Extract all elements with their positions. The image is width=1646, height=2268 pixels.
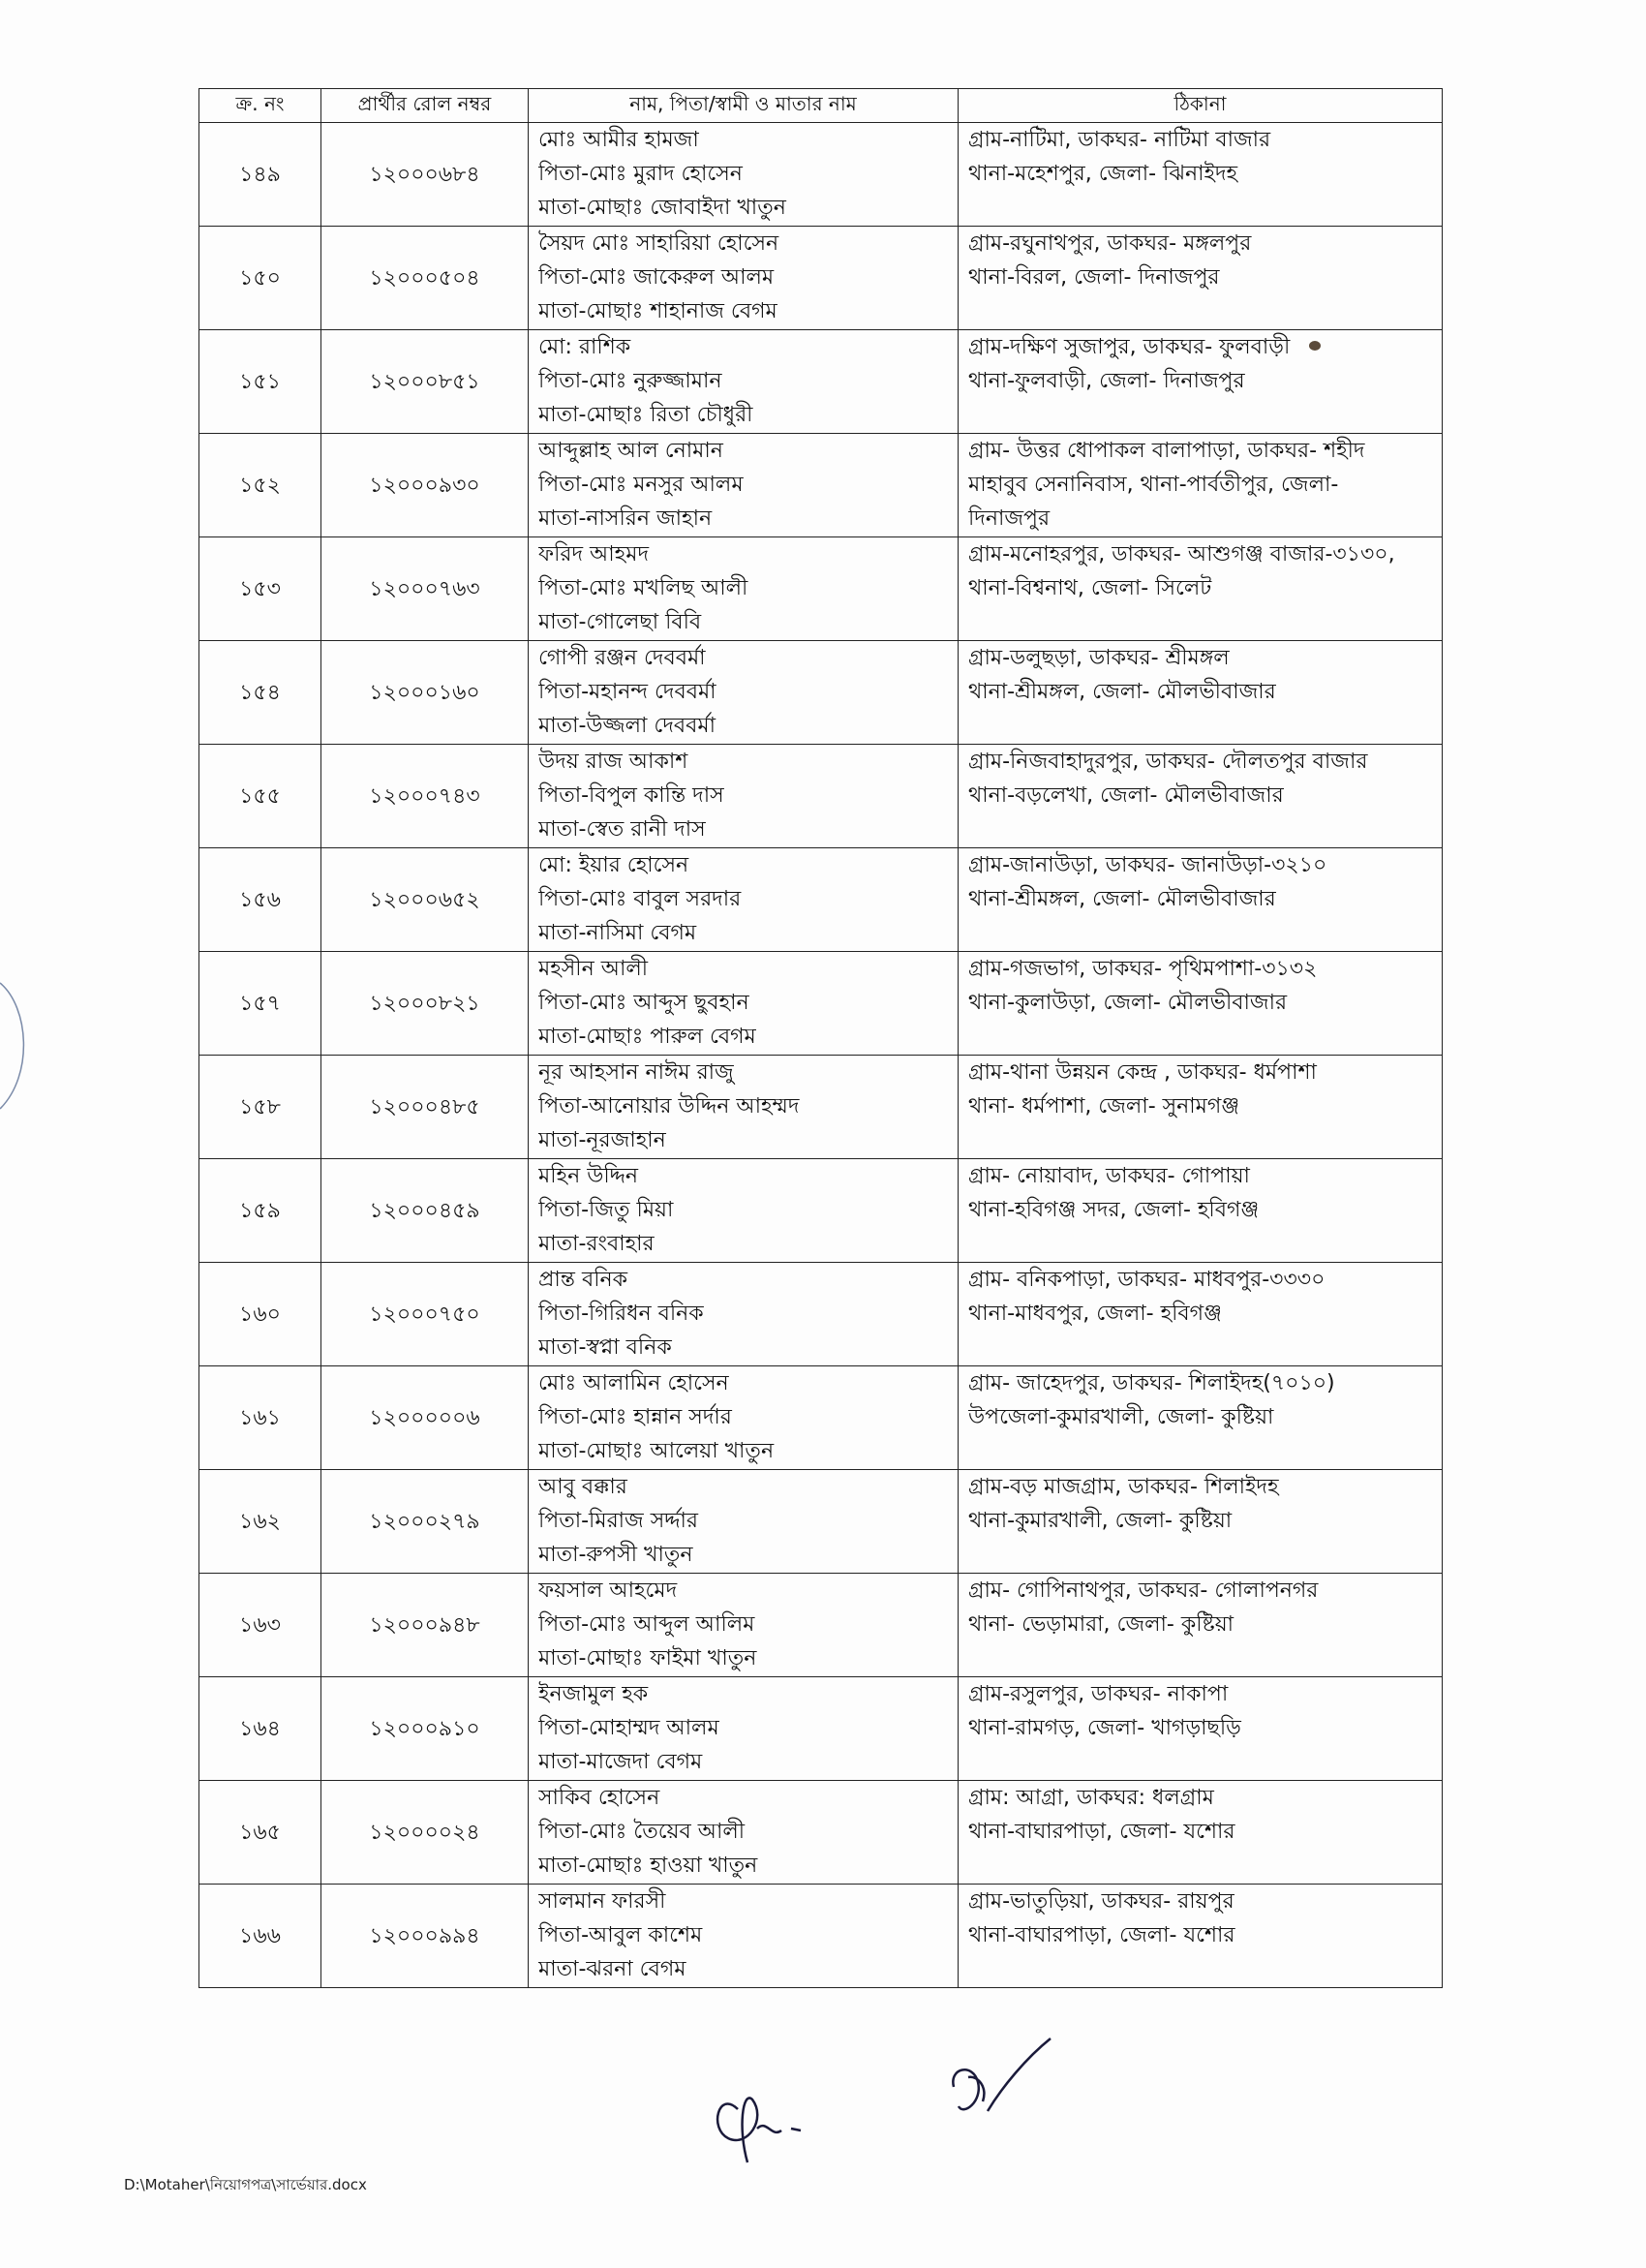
table-row: [199, 641, 1443, 745]
table-row: [199, 848, 1443, 952]
serial-cell: ১৬৫: [199, 1781, 321, 1885]
roll-number-cell: ১২০০০৯৩০: [321, 434, 529, 537]
address-line: উপজেলা-কুমারখালী, জেলা- কুষ্টিয়া: [968, 1405, 1274, 1429]
name-line: মাতা-নূরজাহান: [538, 1128, 666, 1152]
address-line: গ্রাম- গোপিনাথপুর, ডাকঘর- গোলাপনগর: [968, 1578, 1319, 1603]
name-line: মাতা-রুপসী খাতুন: [538, 1543, 693, 1567]
name-line: ইনজামুল হক: [538, 1682, 649, 1706]
names-cell: [529, 227, 959, 330]
address-line: গ্রাম- বনিকপাড়া, ডাকঘর- মাধবপুর-৩৩৩০: [968, 1268, 1326, 1292]
address-line: গ্রাম- উত্তর ধোপাকল বালাপাড়া, ডাকঘর- শহীদ: [968, 439, 1365, 463]
address-cell: [959, 952, 1443, 1056]
address-cell: [959, 1677, 1443, 1781]
address-line: গ্রাম-ডলুছড়া, ডাকঘর- শ্রীমঙ্গল: [968, 646, 1230, 670]
table-row: [199, 123, 1443, 227]
roll-number-cell: ১২০০০৭৫০: [321, 1263, 529, 1366]
names-cell: [529, 1781, 959, 1885]
header-names: নাম, পিতা/স্বামী ও মাতার নাম: [529, 89, 959, 123]
name-line: পিতা-মোঃ জাকেরুল আলম: [538, 265, 775, 290]
names-cell: [529, 1574, 959, 1677]
candidate-table: [198, 88, 1443, 1988]
address-cell: [959, 1263, 1443, 1366]
table-row: [199, 1470, 1443, 1574]
name-line: পিতা-মহানন্দ দেববর্মা: [538, 680, 716, 704]
names-cell: [529, 1159, 959, 1263]
address-line: গ্রাম-রসুলপুর, ডাকঘর- নাকাপা: [968, 1682, 1229, 1706]
name-line: নূর আহসান নাঈম রাজু: [538, 1060, 734, 1085]
name-line: পিতা-আবুল কাশেম: [538, 1923, 703, 1947]
name-line: মো: রাশিক: [538, 335, 631, 359]
name-line: মাতা-নাসিমা বেগম: [538, 921, 697, 945]
name-line: পিতা-মোঃ বাবুল সরদার: [538, 887, 742, 911]
name-line: মাতা-রংবাহার: [538, 1232, 655, 1256]
name-line: পিতা-মোঃ আব্দুস ছুবহান: [538, 991, 749, 1015]
roll-number-cell: ১২০০০৪৫৯: [321, 1159, 529, 1263]
table-header-row: [199, 89, 1443, 123]
scan-edge-arc: [0, 978, 39, 1114]
name-line: পিতা-মোঃ মনসুর আলম: [538, 473, 744, 497]
address-line: গ্রাম- নোয়াবাদ, ডাকঘর- গোপায়া: [968, 1164, 1250, 1188]
roll-number-cell: ১২০০০১৬০: [321, 641, 529, 745]
address-line: থানা-মাধবপুর, জেলা- হবিগঞ্জ: [968, 1302, 1222, 1326]
address-line: মাহাবুব সেনানিবাস, থানা-পার্বতীপুর, জেলা-: [968, 473, 1339, 497]
address-line: থানা-মহেশপুর, জেলা- ঝিনাইদহ: [968, 162, 1238, 186]
address-cell: [959, 330, 1443, 434]
serial-cell: ১৫৩: [199, 537, 321, 641]
name-line: মাতা-স্বপ্না বনিক: [538, 1335, 672, 1360]
roll-number-cell: ১২০০০৮২১: [321, 952, 529, 1056]
address-cell: [959, 1366, 1443, 1470]
name-line: মাতা-মোছাঃ পারুল বেগম: [538, 1025, 756, 1049]
address-line: গ্রাম-রঘুনাথপুর, ডাকঘর- মঙ্গলপুর: [968, 231, 1252, 256]
name-line: মাতা-উজ্জলা দেববর্মা: [538, 714, 716, 738]
address-line: গ্রাম-দক্ষিণ সুজাপুর, ডাকঘর- ফুলবাড়ী: [968, 335, 1291, 359]
names-cell: [529, 434, 959, 537]
roll-number-cell: ১২০০০৬৮৪: [321, 123, 529, 227]
name-line: মাতা-মোছাঃ শাহানাজ বেগম: [538, 299, 777, 323]
name-line: পিতা-আনোয়ার উদ্দিন আহম্মদ: [538, 1094, 800, 1119]
serial-cell: ১৫১: [199, 330, 321, 434]
name-line: মাতা-মোছাঃ ফাইমা খাতুন: [538, 1646, 757, 1670]
table-row: [199, 227, 1443, 330]
serial-cell: ১৫০: [199, 227, 321, 330]
roll-number-cell: ১২০০০৭৬৩: [321, 537, 529, 641]
roll-number-cell: ১২০০০০০৬: [321, 1366, 529, 1470]
serial-cell: ১৫৮: [199, 1056, 321, 1159]
name-line: মাতা-মাজেদা বেগম: [538, 1750, 703, 1774]
name-line: গোপী রঞ্জন দেববর্মা: [538, 646, 706, 670]
serial-cell: ১৬১: [199, 1366, 321, 1470]
address-line: থানা-শ্রীমঙ্গল, জেলা- মৌলভীবাজার: [968, 680, 1276, 704]
name-line: ফরিদ আহমদ: [538, 542, 650, 567]
address-line: থানা-হবিগঞ্জ সদর, জেলা- হবিগঞ্জ: [968, 1198, 1260, 1222]
header-serial: ক্র. নং: [199, 89, 321, 123]
address-cell: [959, 434, 1443, 537]
address-cell: [959, 1574, 1443, 1677]
serial-cell: ১৫৫: [199, 745, 321, 848]
address-cell: [959, 227, 1443, 330]
address-line: থানা-কুলাউড়া, জেলা- মৌলভীবাজার: [968, 991, 1288, 1015]
address-line: থানা-কুমারখালী, জেলা- কুষ্টিয়া: [968, 1509, 1233, 1533]
address-line: গ্রাম-বড় মাজগ্রাম, ডাকঘর- শিলাইদহ: [968, 1475, 1279, 1499]
names-cell: [529, 848, 959, 952]
address-line: গ্রাম- জাহেদপুর, ডাকঘর- শিলাইদহ(৭০১০): [968, 1371, 1335, 1395]
address-line: থানা-বাঘারপাড়া, জেলা- যশোর: [968, 1923, 1235, 1947]
table-row: [199, 745, 1443, 848]
name-line: মহসীন আলী: [538, 957, 649, 981]
names-cell: [529, 123, 959, 227]
address-line: থানা- ভেড়ামারা, জেলা- কুষ্টিয়া: [968, 1612, 1234, 1637]
serial-cell: ১৬২: [199, 1470, 321, 1574]
name-line: মাতা-মোছাঃ হাওয়া খাতুন: [538, 1854, 758, 1878]
table-row: [199, 1574, 1443, 1677]
name-line: মাতা-নাসরিন জাহান: [538, 506, 713, 531]
address-cell: [959, 1470, 1443, 1574]
address-line: গ্রাম-নাটিমা, ডাকঘর- নাটিমা বাজার: [968, 128, 1271, 152]
names-cell: [529, 745, 959, 848]
address-line: গ্রাম-মনোহরপুর, ডাকঘর- আশুগঞ্জ বাজার-৩১৩০,: [968, 542, 1395, 567]
name-line: পিতা-জিতু মিয়া: [538, 1198, 674, 1222]
table-row: [199, 1366, 1443, 1470]
names-cell: [529, 1366, 959, 1470]
names-cell: [529, 1056, 959, 1159]
address-cell: [959, 1885, 1443, 1988]
address-line: থানা-শ্রীমঙ্গল, জেলা- মৌলভীবাজার: [968, 887, 1276, 911]
address-line: থানা- ধর্মপাশা, জেলা- সুনামগঞ্জ: [968, 1094, 1240, 1119]
roll-number-cell: ১২০০০০২৪: [321, 1781, 529, 1885]
name-line: পিতা-মোঃ তৈয়েব আলী: [538, 1820, 746, 1844]
table-row: [199, 330, 1443, 434]
serial-cell: ১৬৪: [199, 1677, 321, 1781]
address-line: থানা-বিশ্বনাথ, জেলা- সিলেট: [968, 576, 1212, 600]
name-line: সাকিব হোসেন: [538, 1786, 660, 1810]
name-line: মাতা-মোছাঃ আলেয়া খাতুন: [538, 1439, 775, 1463]
table-row: [199, 1159, 1443, 1263]
address-cell: [959, 848, 1443, 952]
table-row: [199, 1677, 1443, 1781]
name-line: মাতা-স্বেত রানী দাস: [538, 817, 706, 842]
header-address: ঠিকানা: [959, 89, 1443, 123]
name-line: মাতা-মোছাঃ জোবাইদা খাতুন: [538, 196, 786, 220]
address-cell: [959, 537, 1443, 641]
name-line: আবু বক্কার: [538, 1475, 627, 1499]
names-cell: [529, 1470, 959, 1574]
name-line: মাতা-গোলেছা বিবি: [538, 610, 702, 634]
serial-cell: ১৬০: [199, 1263, 321, 1366]
name-line: ফয়সাল আহমেদ: [538, 1578, 678, 1603]
name-line: মাতা-মোছাঃ রিতা চৌধুরী: [538, 403, 753, 427]
address-line: গ্রাম-জানাউড়া, ডাকঘর- জানাউড়া-৩২১০: [968, 853, 1327, 877]
table-row: [199, 537, 1443, 641]
footer-file-path: D:\Motaher\নিয়োগপত্র\সার্ভেয়ার.docx: [124, 2176, 367, 2193]
serial-cell: ১৫৪: [199, 641, 321, 745]
address-cell: [959, 641, 1443, 745]
address-cell: [959, 745, 1443, 848]
name-line: মহিন উদ্দিন: [538, 1164, 639, 1188]
address-line: থানা-বিরল, জেলা- দিনাজপুর: [968, 265, 1220, 290]
address-line: গ্রাম-নিজবাহাদুরপুর, ডাকঘর- দৌলতপুর বাজার: [968, 750, 1368, 774]
serial-cell: ১৬৬: [199, 1885, 321, 1988]
address-cell: [959, 1159, 1443, 1263]
address-line: থানা-বাঘারপাড়া, জেলা- যশোর: [968, 1820, 1235, 1844]
names-cell: [529, 537, 959, 641]
address-line: থানা-রামগড়, জেলা- খাগড়াছড়ি: [968, 1716, 1241, 1740]
serial-cell: ১৫৯: [199, 1159, 321, 1263]
name-line: প্রান্ত বনিক: [538, 1268, 628, 1292]
roll-number-cell: ১২০০০৮৫১: [321, 330, 529, 434]
table-row: [199, 952, 1443, 1056]
signature-left: [699, 2070, 835, 2177]
serial-cell: ১৫৬: [199, 848, 321, 952]
ink-blot: [1309, 341, 1321, 351]
table-row: [199, 1885, 1443, 1988]
names-cell: [529, 952, 959, 1056]
address-cell: [959, 1781, 1443, 1885]
serial-cell: ১৪৯: [199, 123, 321, 227]
names-cell: [529, 1263, 959, 1366]
name-line: পিতা-মোঃ হান্নান সর্দার: [538, 1405, 732, 1429]
address-cell: [959, 123, 1443, 227]
address-line: গ্রাম-ভাতুড়িয়া, ডাকঘর- রায়পুর: [968, 1889, 1234, 1914]
roll-number-cell: ১২০০০৪৮৫: [321, 1056, 529, 1159]
address-line: গ্রাম-গজভাগ, ডাকঘর- পৃথিমপাশা-৩১৩২: [968, 957, 1318, 981]
address-line: গ্রাম: আগ্রা, ডাকঘর: ধলগ্রাম: [968, 1786, 1214, 1810]
roll-number-cell: ১২০০০৯৯৪: [321, 1885, 529, 1988]
name-line: পিতা-মোঃ নুরুজ্জামান: [538, 369, 722, 393]
table-row: [199, 434, 1443, 537]
name-line: মাতা-ঝরনা বেগম: [538, 1957, 686, 1981]
name-line: আব্দুল্লাহ আল নোমান: [538, 439, 723, 463]
name-line: পিতা-গিরিধন বনিক: [538, 1302, 704, 1326]
signature-right: [944, 2029, 1070, 2135]
roll-number-cell: ১২০০০৯১০: [321, 1677, 529, 1781]
name-line: পিতা-মোহাম্মদ আলম: [538, 1716, 719, 1740]
names-cell: [529, 1677, 959, 1781]
address-line: দিনাজপুর: [968, 506, 1051, 531]
name-line: মো: ইয়ার হোসেন: [538, 853, 689, 877]
name-line: পিতা-বিপুল কান্তি দাস: [538, 783, 724, 808]
names-cell: [529, 330, 959, 434]
name-line: সৈয়দ মোঃ সাহারিয়া হোসেন: [538, 231, 779, 256]
serial-cell: ১৫৭: [199, 952, 321, 1056]
name-line: পিতা-মিরাজ সর্দ্দার: [538, 1509, 699, 1533]
table-row: [199, 1781, 1443, 1885]
address-line: থানা-ফুলবাড়ী, জেলা- দিনাজপুর: [968, 369, 1245, 393]
serial-cell: ১৬৩: [199, 1574, 321, 1677]
roll-number-cell: ১২০০০৯৪৮: [321, 1574, 529, 1677]
roll-number-cell: ১২০০০৭৪৩: [321, 745, 529, 848]
roll-number-cell: ১২০০০৫০৪: [321, 227, 529, 330]
table-row: [199, 1056, 1443, 1159]
table-row: [199, 1263, 1443, 1366]
name-line: মোঃ আমীর হামজা: [538, 128, 699, 152]
address-cell: [959, 1056, 1443, 1159]
address-line: থানা-বড়লেখা, জেলা- মৌলভীবাজার: [968, 783, 1284, 808]
names-cell: [529, 641, 959, 745]
roll-number-cell: ১২০০০২৭৯: [321, 1470, 529, 1574]
roll-number-cell: ১২০০০৬৫২: [321, 848, 529, 952]
name-line: মোঃ আলামিন হোসেন: [538, 1371, 729, 1395]
serial-cell: ১৫২: [199, 434, 321, 537]
name-line: উদয় রাজ আকাশ: [538, 750, 688, 774]
address-line: গ্রাম-থানা উন্নয়ন কেন্দ্র , ডাকঘর- ধর্মপাশা: [968, 1060, 1317, 1085]
names-cell: [529, 1885, 959, 1988]
name-line: পিতা-মোঃ আব্দুল আলিম: [538, 1612, 755, 1637]
header-roll-number: প্রার্থীর রোল নম্বর: [321, 89, 529, 123]
name-line: পিতা-মোঃ মুরাদ হোসেন: [538, 162, 743, 186]
name-line: সালমান ফারসী: [538, 1889, 666, 1914]
name-line: পিতা-মোঃ মখলিছ আলী: [538, 576, 748, 600]
